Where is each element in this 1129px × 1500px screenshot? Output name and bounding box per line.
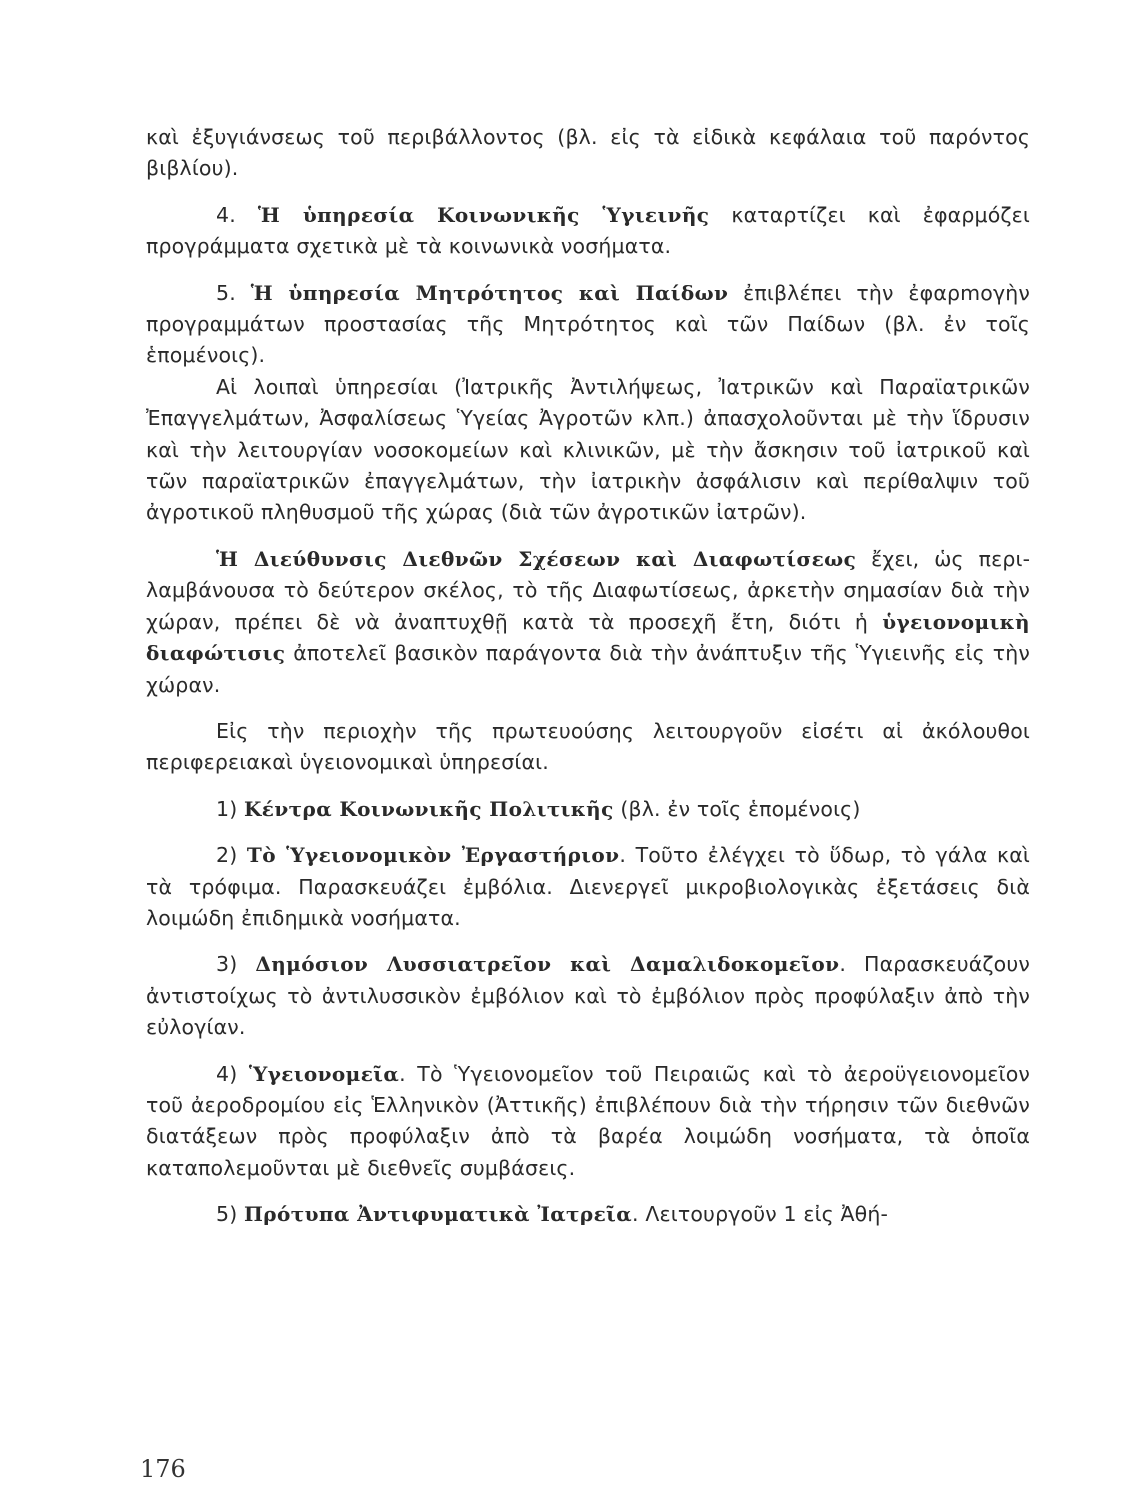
text-run: 2) bbox=[216, 843, 247, 868]
page-number: 176 bbox=[140, 1455, 186, 1483]
text-run: 5) bbox=[216, 1202, 245, 1227]
text-run: . Τοῦτο ἐλέγχει τὸ ὕδωρ, τὸ γάλα καὶ τὰ τρόφιμα. Παρασκευάζει ἐμβόλια. Διενεργεῖ μικροβιολογικὰς ἐξετάσεις διὰ λοιμώδη ἐπιδημικὰ νοσήματα. bbox=[146, 843, 1030, 930]
bold-heading-run: Ἡ ὑπηρεσία Κοινωνικῆς Ὑγιεινῆς bbox=[257, 202, 710, 227]
text-run: . Τὸ Ὑγειονομεῖον τοῦ Πειραιῶς καὶ τὸ ἀεροϋγειονομεῖον τοῦ ἀεροδρομίου εἰς Ἑλληνικὸν (Ἀττικῆς) ἐπιβλέπουν διὰ τὴν τήρησιν τῶν διεθνῶν διατάξεων πρὸς προφύλαξιν ἀπὸ τὰ βαρέα λοιμώδη νοσήματα, τὰ ὁποῖα καταπολεμοῦνται μὲ διεθνεῖς συμβάσεις. bbox=[146, 1061, 1030, 1180]
paragraph bbox=[146, 200, 1030, 263]
text-run: ἔχει, ὡς περιλαμβάνουσα τὸ δεύτερον σκέλος, τὸ τῆς Διαφωτίσεως, ἀρκετὴν σημασίαν διὰ τὴν χώραν, πρέπει δὲ νὰ ἀναπτυχθῇ κατὰ τὰ προσεχῆ ἔτη, διότι ἡ bbox=[146, 546, 1030, 634]
paragraph bbox=[146, 544, 1030, 701]
paragraph bbox=[146, 122, 1030, 185]
paragraph bbox=[146, 1199, 1030, 1230]
text-run: 4) bbox=[216, 1061, 249, 1086]
bold-heading-run: Ἡ ὑπηρεσία Μητρότητος καὶ Παίδων bbox=[250, 280, 729, 305]
text-run: καὶ ἐξυγιάνσεως τοῦ περιβάλλοντος (βλ. εἰς τὰ εἰδικὰ κεφάλαια τοῦ παρόντος βιβλίου). bbox=[146, 125, 1030, 181]
text-run: 1) bbox=[216, 796, 245, 821]
paragraph bbox=[146, 278, 1030, 372]
bold-heading-run: Ὑγειονομεῖα bbox=[248, 1061, 400, 1086]
bold-heading-run: Πρότυπα Ἀντιφυματικὰ Ἰατρεῖα bbox=[244, 1202, 633, 1227]
text-run: 3) bbox=[216, 952, 256, 977]
text-run: καταρτίζει καὶ ἐφαρμόζει προγράμματα σχετικὰ μὲ τὰ κοινωνικὰ νοσήματα. bbox=[146, 202, 1030, 259]
text-run: . Παρασκευάζουν ἀντιστοίχως τὸ ἀντιλυσσικὸν ἐμβόλιον καὶ τὸ ἐμβόλιον πρὸς προφύλαξιν ἀπὸ τὴν εὐλογίαν. bbox=[146, 952, 1030, 1040]
paragraph bbox=[146, 840, 1030, 934]
text-run: . Λειτουργοῦν 1 εἰς Ἀθή- bbox=[632, 1202, 889, 1227]
bold-heading-run: ὑγειονομικὴ διαφώτισις bbox=[146, 609, 1030, 666]
text-run: 5. bbox=[216, 280, 251, 305]
paragraph bbox=[146, 794, 1030, 825]
bold-heading-run: Ἡ Διεύθυνσις Διεθνῶν Σχέσεων καὶ Διαφωτίσεως bbox=[216, 546, 857, 571]
bold-heading-run: Τὸ Ὑγειονομικὸν Ἐργαστήριον bbox=[246, 843, 620, 868]
text-run: 4. bbox=[216, 202, 258, 227]
paragraph bbox=[146, 716, 1030, 779]
paragraph bbox=[146, 1059, 1030, 1185]
paragraph bbox=[146, 949, 1030, 1043]
text-run: ἀποτελεῖ βασικὸν παράγοντα διὰ τὴν ἀνάπτυξιν τῆς Ὑγιεινῆς εἰς τὴν χώραν. bbox=[146, 641, 1030, 697]
text-column bbox=[146, 122, 1030, 1231]
bold-heading-run: Κέντρα Κοινωνικῆς Πολιτικῆς bbox=[244, 796, 614, 821]
text-run: Εἰς τὴν περιοχὴν τῆς πρωτευούσης λειτουργοῦν εἰσέτι αἱ ἀκόλουθοι περιφερειακαὶ ὑγειονομικαὶ ὑπηρεσίαι. bbox=[146, 718, 1030, 775]
bold-heading-run: Δημόσιον Λυσσιατρεῖον καὶ Δαμαλιδοκομεῖον bbox=[255, 952, 840, 977]
text-run: ἐπιβλέπει τὴν ἐφαρmογὴν προγραμμάτων προστασίας τῆς Μητρότητος καὶ τῶν Παίδων (βλ. ἐν τοῖς ἑπομένοις). bbox=[146, 280, 1030, 368]
text-run: Αἱ λοιπαὶ ὑπηρεσίαι (Ἰατρικῆς Ἀντιλήψεως, Ἰατρικῶν καὶ Παραϊατρικῶν Ἐπαγγελμάτων, Ἀσφαλίσεως Ὑγείας Ἀγροτῶν κλπ.) ἀπασχολοῦνται μὲ τὴν ἵδρυσιν καὶ τὴν λειτουργίαν νοσοκομείων καὶ κλινικῶν, μὲ τὴν ἄσκησιν τοῦ ἰατρικοῦ καὶ τῶν παραϊατρικῶν ἐπαγγελμάτων, τὴν ἰατρικὴν ἀσφάλισιν καὶ περίθαλψιν τοῦ ἀγροτικοῦ πληθυσμοῦ τῆς χώρας (διὰ τῶν ἀγροτικῶν ἰατρῶν). bbox=[146, 374, 1030, 525]
paragraph bbox=[146, 372, 1030, 529]
text-run: (βλ. ἐν τοῖς ἑπομένοις) bbox=[613, 796, 861, 821]
